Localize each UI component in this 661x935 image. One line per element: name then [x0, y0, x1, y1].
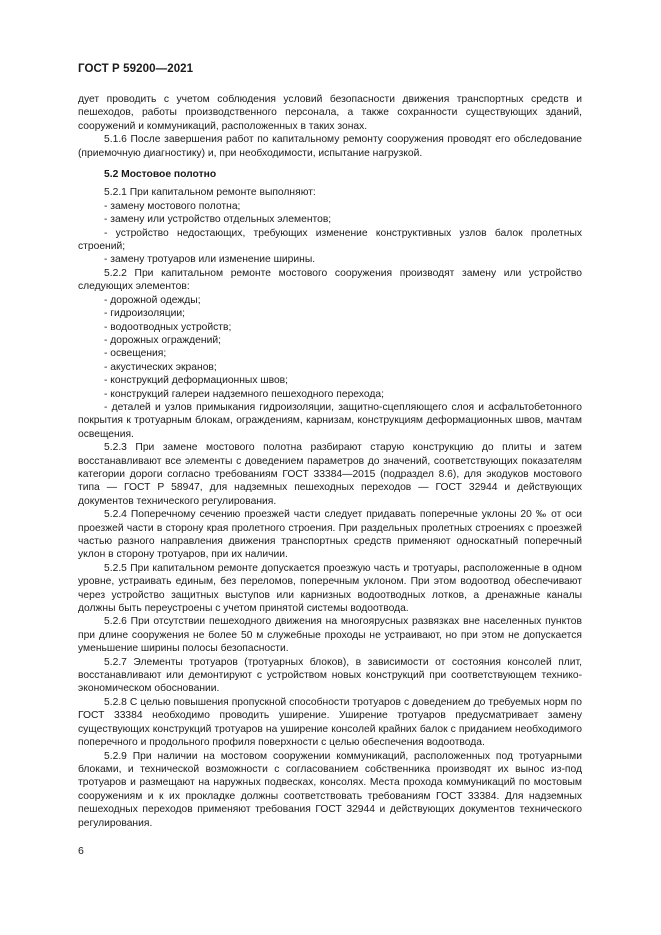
list-item: - замену или устройство отдельных элементов;	[104, 214, 332, 226]
paragraph: 5.2.3 При замене мостового полотна разбирают старую конструкцию до плиты и затем восстанавливают все элементы с доведением параметров до значений, соответствующих показателям категории дороги согласно требованиям ГОСТ 33384—2015 (подраздел 8.6), для экодуков мостового типа — ГОСТ Р 58947, для надземных пешеходных переходов — ГОСТ 32944 и действующих документов технического регулирования.	[78, 442, 582, 507]
paragraph: 5.2.8 С целью повышения пропускной способности тротуаров с доведением до требуемых норм по ГОСТ 33384 необходимо проводить уширение. Уширение тротуаров предусматривает замену существующих конструкций тротуаров на уширение консолей крайних балок с приданием необходимого поперечного и продольного профиля поверхности с целью обеспечения водоотвода.	[78, 696, 582, 749]
document-header: ГОСТ Р 59200—2021	[78, 63, 194, 75]
paragraph: 5.2.7 Элементы тротуаров (тротуарных блоков), в зависимости от состояния консолей плит, восстанавливают или демонтируют с устройством новых конструкций при соответствующем технико-экономическом обосновании.	[78, 656, 582, 695]
page-number: 6	[78, 845, 84, 857]
paragraph: 5.1.6 После завершения работ по капитальному ремонту сооружения проводят его обследование (приемочную диагностику) и, при необходимости, испытание нагрузкой.	[78, 134, 582, 159]
document-body	[78, 93, 582, 830]
paragraph: 5.2.5 При капитальном ремонте допускается проезжую часть и тротуары, расположенные в одном уровне, устраивать единым, без переломов, поперечным уклоном. При этом водоотвод обеспечивают через устройство защитных выступов или карнизных водоотводных лотков, а дренажные каналы должны быть переустроены с учетом принятой системы водоотвода.	[78, 562, 582, 615]
list-item: - гидроизоляции;	[104, 308, 185, 320]
list-item: - дорожной одежды;	[104, 294, 201, 306]
paragraph: 5.2.1 При капитальном ремонте выполняют:	[104, 187, 316, 199]
list-item: - освещения;	[104, 348, 167, 360]
list-item: - конструкций деформационных швов;	[104, 375, 289, 387]
paragraph: 5.2.4 Поперечному сечению проезжей части следует придавать поперечные уклоны 20 ‰ от оси проезжей части в сторону края пролетного строения. При раздельных пролетных строениях с проезжей частью разного направления движения транспортных средств применяют односкатный поперечный уклон в сторону тротуаров, при их наличии.	[78, 509, 582, 561]
section-heading: 5.2 Мостовое полотно	[104, 169, 217, 181]
paragraph: 5.2.2 При капитальном ремонте мостового сооружения производят замену или устройство следующих элементов:	[78, 267, 582, 293]
paragraph: - деталей и узлов примыкания гидроизоляции, защитно-сцепляющего слоя и асфальтобетонного покрытия к тротуарным блокам, ограждениям, карнизам, конструкциям деформационных швов, мачтам освещения.	[78, 401, 582, 440]
list-item: - замену тротуаров или изменение ширины.	[104, 254, 316, 266]
paragraph: - устройство недостающих, требующих изменение конструктивных узлов балок пролетных строений;	[78, 227, 582, 253]
paragraph: 5.2.6 При отсутствии пешеходного движения на многоярусных развязках вне населенных пунктов при длине сооружения не более 50 м служебные проходы не устраивают, но при этом не допускается уменьшение ширины полосы безопасности.	[78, 616, 582, 655]
list-item: - конструкций галереи надземного пешеходного перехода;	[104, 388, 384, 400]
paragraph: дует проводить с учетом соблюдения условий безопасности движения транспортных средств и пешеходов, работы производственного персонала, а также сохранности существующих зданий, сооружений и коммуникаций, расположенных в таких зонах.	[78, 94, 582, 132]
list-item: - водоотводных устройств;	[104, 321, 232, 333]
list-item: - акустических экранов;	[104, 361, 217, 373]
list-item: - дорожных ограждений;	[104, 334, 221, 346]
paragraph: 5.2.9 При наличии на мостовом сооружении коммуникаций, расположенных под тротуарными блоками, и технической возможности с согласованием собственника производят их вынос из-под тротуаров и размещают на наружных подвесках, консолях. Места прохода коммуникаций по мостовым сооружениям и к их прокладке должны соответствовать требованиям ГОСТ 33384. Для надземных пешеходных переходов применяют требования ГОСТ 32944 и действующих документов технического регулирования.	[78, 750, 582, 829]
list-item: - замену мостового полотна;	[104, 200, 241, 212]
